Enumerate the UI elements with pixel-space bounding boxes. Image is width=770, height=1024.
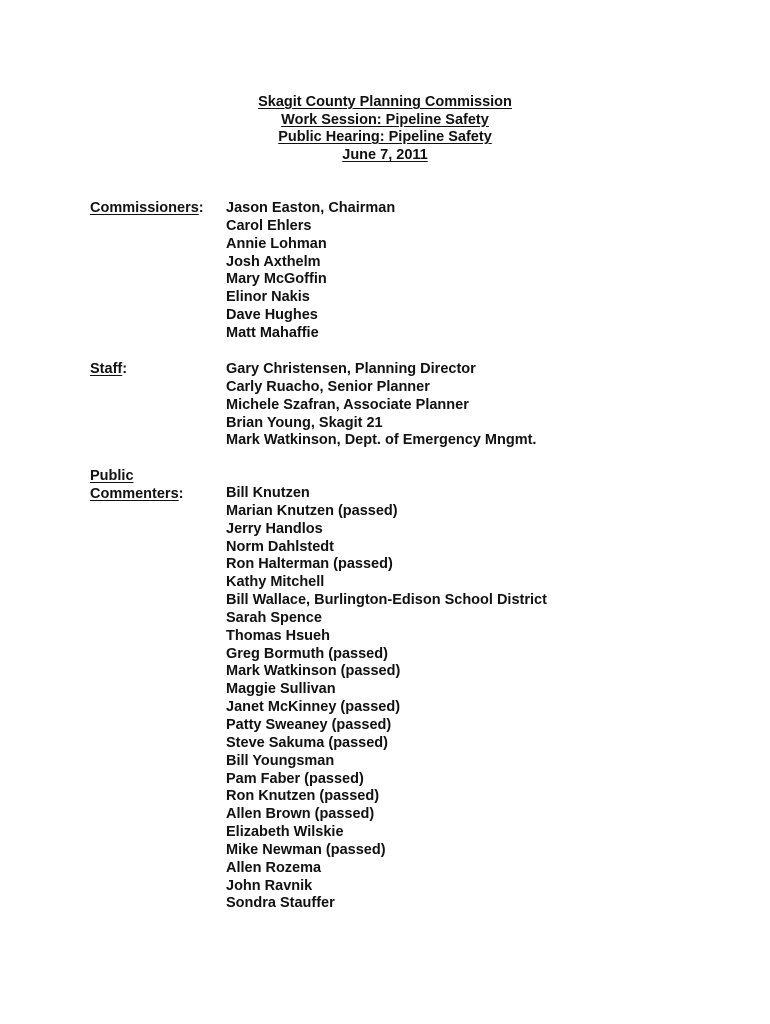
staff-label-colon: : [122,361,128,377]
list-item: Brian Young, Skagit 21 [226,414,383,431]
list-item: Gary Christensen, Planning Director [226,361,476,377]
commissioners-label [90,200,204,218]
public-commenters-label-colon: : [178,486,184,502]
list-item: Maggie Sullivan [226,681,336,698]
list-item: Greg Bormuth (passed) [226,645,388,662]
list-item: Norm Dahlstedt [226,538,334,555]
list-item: Sarah Spence [226,609,322,626]
list-item: Annie Lohman [226,235,327,252]
list-item: John Ravnik [226,877,313,894]
list-item: Elinor Nakis [226,289,310,306]
header-title [0,94,770,112]
list-item: Pam Faber (passed) [226,770,364,787]
list-item: Allen Brown (passed) [226,806,375,823]
list-item: Bill Knutzen [226,485,310,501]
list-item: Mark Watkinson (passed) [226,663,401,680]
list-item: Ron Halterman (passed) [226,556,393,573]
list-item: Patty Sweaney (passed) [226,716,392,733]
list-item: Janet McKinney (passed) [226,699,401,716]
header-work-session-text: Work Session: Pipeline Safety [281,111,489,128]
document-header [0,94,770,164]
list-item: Mary McGoffin [226,271,327,288]
list-item: Jerry Handlos [226,520,323,537]
list-item: Steve Sakuma (passed) [226,734,388,751]
public-commenters-label-line2 [90,485,183,503]
list-item: Carly Ruacho, Senior Planner [226,378,430,395]
commissioners-label-text: Commissioners [90,200,199,216]
list-item: Bill Youngsman [226,752,335,769]
list-item: Josh Axthelm [226,253,321,270]
header-public-hearing-text: Public Hearing: Pipeline Safety [278,129,492,146]
header-date [0,147,770,165]
header-work-session [0,112,770,130]
list-item: Kathy Mitchell [226,574,325,591]
staff-list [226,361,536,450]
list-item: Matt Mahaffie [226,324,319,341]
public-commenters-list [226,485,547,913]
list-item: Allen Rozema [226,859,322,876]
public-commenters-label [90,467,183,503]
commenters-label-text: Commenters [90,486,179,502]
list-item: Sondra Stauffer [226,895,335,912]
list-item: Ron Knutzen (passed) [226,788,380,805]
list-item: Mike Newman (passed) [226,841,386,858]
list-item: Marian Knutzen (passed) [226,502,398,519]
header-title-text: Skagit County Planning Commission [258,94,512,110]
staff-label-text: Staff [90,361,123,377]
list-item: Mark Watkinson, Dept. of Emergency Mngmt. [226,432,537,449]
header-public-hearing [0,129,770,147]
list-item: Jason Easton, Chairman [226,200,396,216]
list-item: Bill Wallace, Burlington-Edison School District [226,592,547,609]
public-label-text: Public [90,468,134,484]
list-item: Elizabeth Wilskie [226,824,344,841]
list-item: Carol Ehlers [226,217,312,234]
public-commenters-label-line1 [90,467,183,485]
list-item: Dave Hughes [226,307,318,324]
commissioners-label-colon: : [198,200,204,216]
header-date-text: June 7, 2011 [342,146,428,163]
list-item: Thomas Hsueh [226,627,330,644]
commissioners-list [226,200,395,343]
list-item: Michele Szafran, Associate Planner [226,396,469,413]
staff-label [90,361,127,379]
